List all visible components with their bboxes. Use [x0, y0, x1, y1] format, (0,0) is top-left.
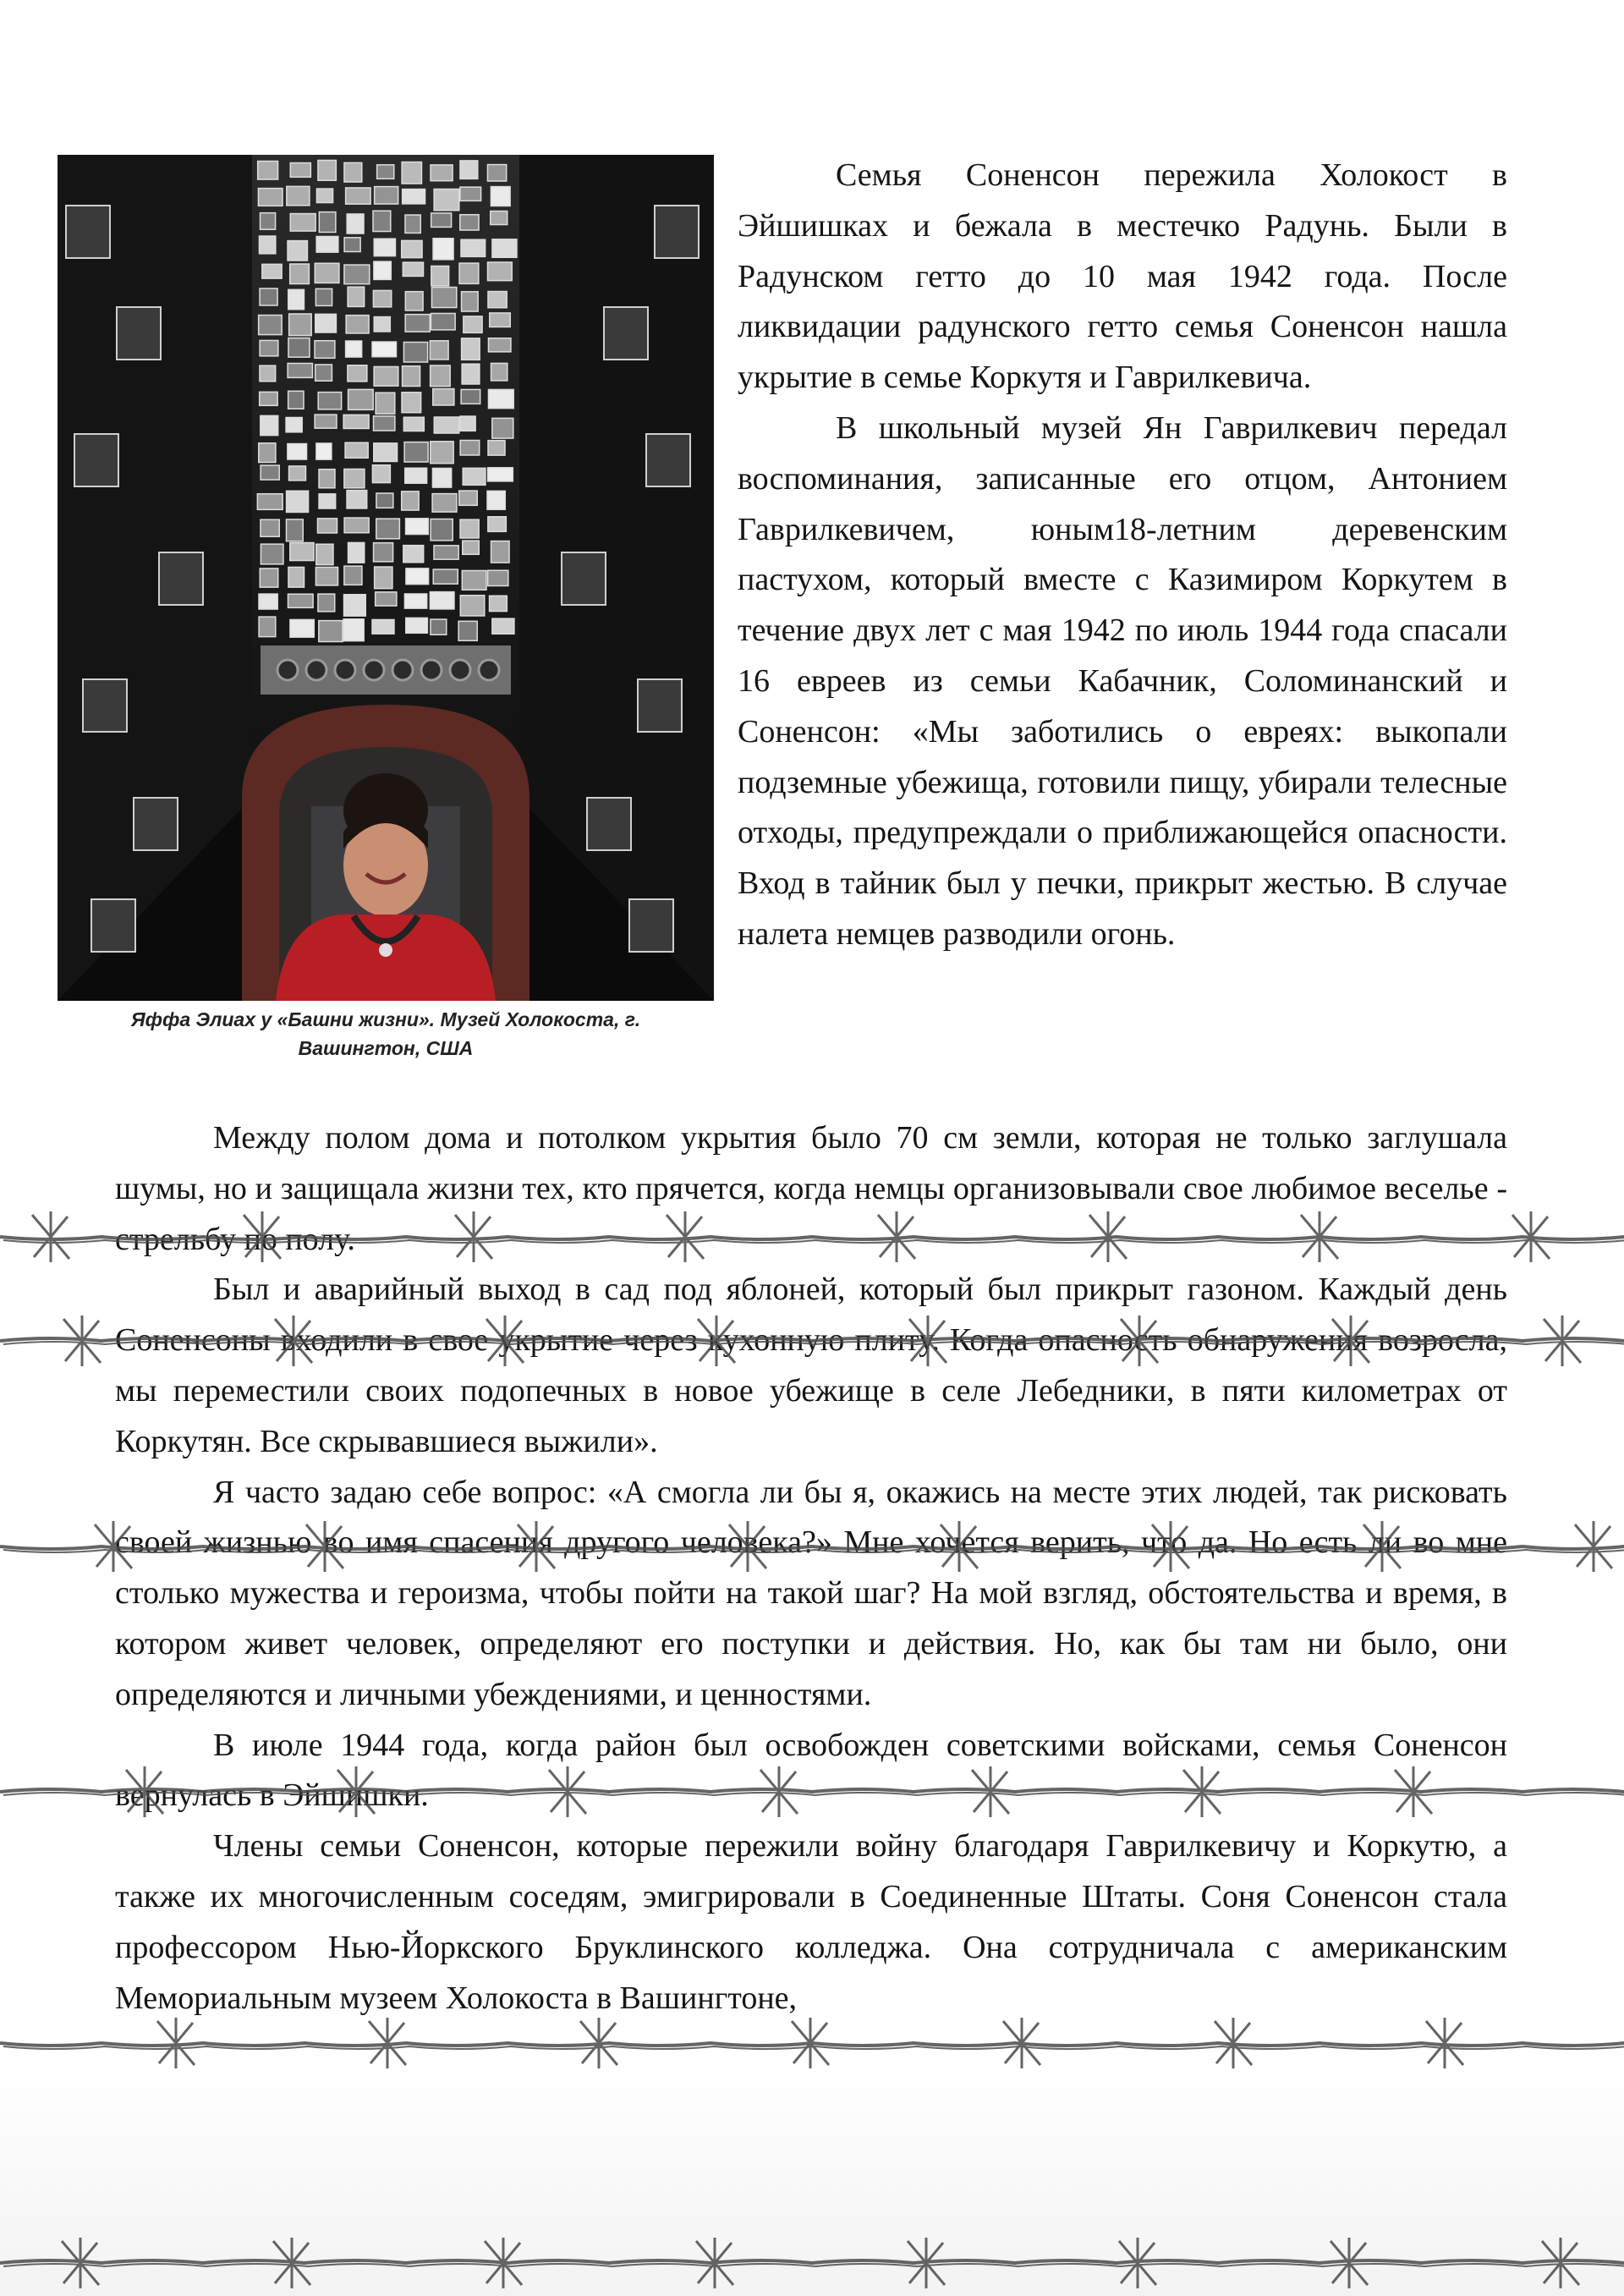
caption-line-1: Яффа Элиах у «Башни жизни». Музей Холокоста, г. [130, 1008, 641, 1030]
caption-line-2: Вашингтон, США [298, 1037, 474, 1059]
bottom-shading [0, 2064, 1624, 2296]
full-width-text [115, 1113, 1507, 2024]
paragraph-1: Семья Соненсон пережила Холокост в Эйшишках и бежала в местечко Радунь. Были в Радунском гетто до 10 мая 1942 года. После ликвидации радунского гетто семья Соненсон нашла укрытие в семье Коркутя и Гаврилкевича. [738, 157, 1507, 396]
tower-of-life-photo [58, 155, 714, 1001]
photo-caption [58, 1005, 714, 1063]
paragraph-2: В школьный музей Ян Гаврилкевич передал воспоминания, записанные его отцом, Антонием Гаврилкевичем, юным18-летним деревенским пастухом, который вместе с Казимиром Коркутем в течение двух лет с мая 1942 по июль 1944 года спасали 16 евреев из семьи Кабачник, Соломинанский и Соненсон: «Мы заботились о евреях: выкопали подземные убежища, готовили пищу, убирали телесные отходы, предупреждали о приближающейся опасности. Вход в тайник был у печки, прикрыт жестью. В случае налета немцев разводили огонь. [738, 409, 1507, 952]
paragraph-4: Был и аварийный выход в сад под яблоней, который был прикрыт газоном. Каждый день Соненсоны входили в свое укрытие через кухонную плиту. Когда опасность обнаружения возросла, мы переместили своих подопечных в новое убежище в селе Лебедники, в пяти километрах от Коркутян. Все скрывавшиеся выжили». [115, 1272, 1507, 1459]
paragraph-7: Члены семьи Соненсон, которые пережили войну благодаря Гаврилкевичу и Коркутю, а также их многочисленным соседям, эмигрировали в Соединенные Штаты. Соня Соненсон стала профессором Нью-Йоркского Бруклинского колледжа. Она сотрудничала с американским Мемориальным музеем Холокоста в Вашингтоне, [115, 1828, 1507, 2016]
column-text [738, 151, 1507, 960]
paragraph-3: Между полом дома и потолком укрытия было 70 см земли, которая не только заглушала шумы, но и защищала жизни тех, кто прячется, когда немцы организовывали свое любимое веселье - стрельбу по полу. [115, 1120, 1507, 1257]
paragraph-5: Я часто задаю себе вопрос: «А смогла ли бы я, окажись на месте этих людей, так рисковать своей жизнью во имя спасения другого человека?» Мне хочется верить, что да. Но есть ли во мне столько мужества и героизма, чтобы пойти на такой шаг? На мой взгляд, обстоятельства и время, в котором живет человек, определяют его поступки и действия. Но, как бы там ни было, они определяются и личными убеждениями, и ценностями. [115, 1474, 1507, 1712]
paragraph-6: В июле 1944 года, когда район был освобожден советскими войсками, семья Соненсон вернулась в Эйшишки. [115, 1727, 1507, 1814]
